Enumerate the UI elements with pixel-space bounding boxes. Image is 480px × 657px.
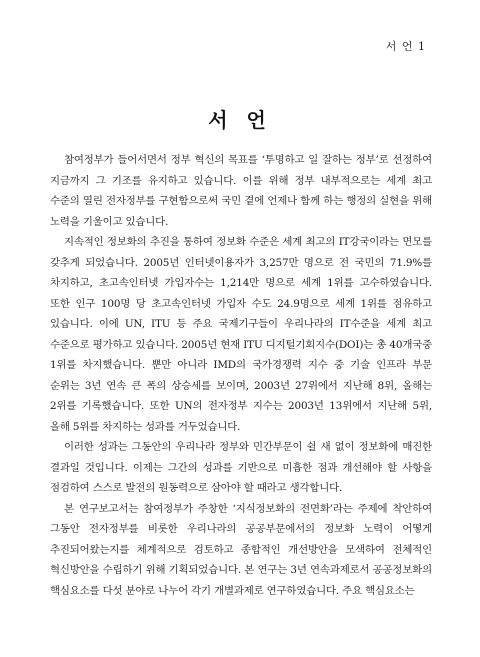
page-title: 서 언	[208, 108, 272, 132]
paragraph: 지속적인 정보화의 추진을 통하여 정보화 수준은 세계 최고의 IT강국이라는 면모를 갖추게 되었습니다. 2005년 인터넷이용자가 3,257만 명으로 전 국민의 71.9%를 차지하고, 초고속인터넷 가입자수는 1,214만 명으로 세계 1위를 고수하였습니다. 또한 인구 100명 당 초고속인터넷 가입자 수도 24.9명으로 세계 1위를 점유하고 있습니다. 이에 UN, ITU 등 주요 국제기구들이 우리나라의 IT수준을 세계 최고 수준으로 평가하고 있습니다. 2005년 현재 ITU 디지털기회지수(DOI)는 총 40개국중 1위를 차지했습니다. 뿐만 아니라 IMD의 국가경쟁력 지수 중 기술 인프라 부문 순위는 3년 연속 큰 폭의 상승세를 보이며, 2003년 27위에서 지난해 8위, 올해는 2위를 기록했습니다. 또한 UN의 전자정부 지수는 2003년 13위에서 지난해 5위, 올해 5위를 차지하는 성과를 거두었습니다.	[50, 236, 432, 433]
paragraph: 이러한 성과는 그동안의 우리나라 정부와 민간부문이 쉴 새 없이 정보화에 매진한 결과일 것입니다. 이제는 그간의 성과를 기반으로 미흡한 점과 개선해야 할 사항을 점검하여 스스로 발전의 원동력으로 삼아야 할 때라고 생각합니다.	[50, 441, 432, 494]
body-text	[50, 150, 432, 601]
paragraph: 참여정부가 들어서면서 정부 혁신의 목표를 ‘투명하고 일 잘하는 정부’로 선정하여 지금까지 그 기조를 유지하고 있습니다. 이를 위해 정부 내부적으로는 세계 최고 수준의 열린 전자정부를 구현함으로써 국민 곁에 언제나 함께 하는 행정의 실현을 위해 노력을 기울이고 있습니다.	[50, 154, 432, 228]
paragraph: 본 연구보고서는 참여정부가 주창한 ‘지식정보화의 전면화’라는 주제에 착안하여 그동안 전자정부를 비롯한 우리나라의 공공부문에서의 정보화 노력이 어떻게 추진되어왔는지를 체계적으로 검토하고 종합적인 개선방안을 모색하여 전체적인 혁신방안을 수립하기 위해 기획되었습니다. 본 연구는 3년 연속과제로서 공공정보화의 핵심요소를 다섯 분야로 나누어 각기 개별과제로 연구하였습니다. 주요 핵심요소는	[50, 502, 432, 597]
running-header: 서 언 1	[385, 40, 426, 53]
